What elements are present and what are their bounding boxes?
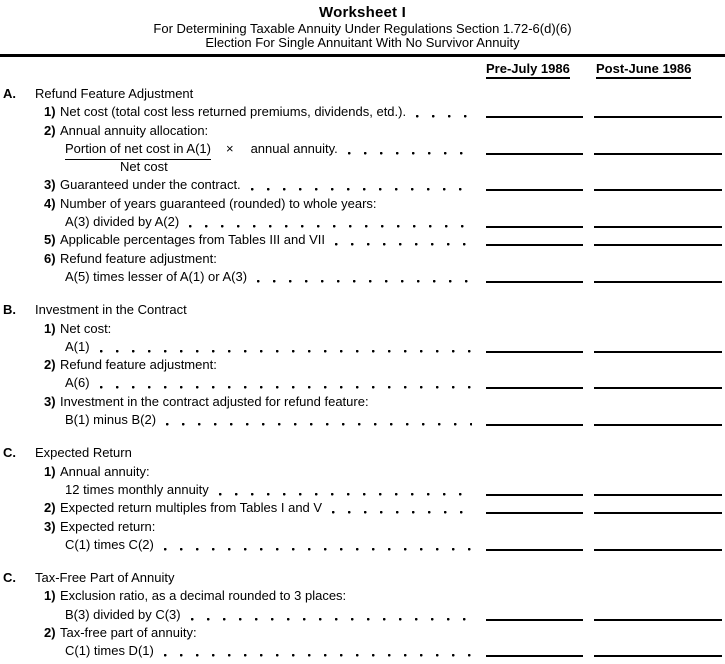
- worksheet-row-b3-formula: [0, 411, 722, 429]
- item-label: Net cost (total cost less returned premiums, dividends, etd.).: [60, 104, 407, 120]
- section-title: Refund Feature Adjustment: [35, 86, 194, 101]
- worksheet-row-d1-formula: [0, 606, 722, 624]
- entry-line-pre-july: [486, 374, 583, 389]
- worksheet-row-a3: [0, 176, 722, 194]
- entry-line-pre-july: [486, 481, 583, 496]
- column-header-pre-july-1986: Pre-July 1986: [486, 61, 570, 79]
- worksheet-row-a2-denominator: [0, 158, 722, 176]
- page-title: Worksheet I: [319, 4, 406, 21]
- entry-line-post-june: [594, 499, 722, 514]
- item-label: Investment in the contract adjusted for refund feature:: [60, 393, 369, 409]
- divider-rule: [0, 54, 725, 57]
- item-label: Applicable percentages from Tables III and VII: [60, 232, 325, 248]
- item-number: 4): [44, 195, 56, 211]
- entry-line-pre-july: [486, 411, 583, 426]
- entry-line-post-june: [594, 481, 722, 496]
- worksheet-row-a5: [0, 231, 722, 249]
- dot-leader: [96, 374, 472, 390]
- worksheet-row-c2: [0, 499, 722, 517]
- entry-line-post-june: [594, 606, 722, 621]
- section-d: [0, 569, 722, 660]
- entry-line-post-june: [594, 231, 722, 246]
- entry-line-pre-july: [486, 642, 583, 657]
- section-header-row: [0, 569, 722, 587]
- item-number: 3): [44, 177, 56, 193]
- section-letter: C.: [3, 570, 16, 586]
- item-formula: A(3) divided by A(2): [65, 214, 180, 230]
- page-subtitle-regulation: For Determining Taxable Annuity Under Regulations Section 1.72-6(d)(6): [153, 21, 572, 36]
- worksheet-row-a1: [0, 103, 722, 121]
- item-label: Annual annuity allocation:: [60, 122, 209, 138]
- item-number: 5): [44, 232, 56, 248]
- dot-leader: [160, 642, 472, 658]
- page-subtitle-election: Election For Single Annuitant With No Survivor Annuity: [205, 34, 520, 50]
- dot-leader: [160, 536, 472, 552]
- worksheet-row-c3-formula: [0, 536, 722, 554]
- entry-line-pre-july: [486, 231, 583, 246]
- entry-line-pre-july: [486, 536, 583, 551]
- dot-leader: [328, 499, 472, 515]
- section-letter: C.: [3, 445, 16, 461]
- section-b: [0, 301, 722, 429]
- item-formula: C(1) times C(2): [65, 536, 154, 552]
- item-label: Refund feature adjustment:: [60, 357, 217, 373]
- worksheet-row-b1: [0, 320, 722, 338]
- item-number: 2): [44, 357, 56, 373]
- section-header-row: [0, 301, 722, 319]
- entry-line-pre-july: [486, 268, 583, 283]
- entry-line-post-june: [594, 374, 722, 389]
- worksheet-row-a4-formula: [0, 213, 722, 231]
- worksheet-row-b3: [0, 393, 722, 411]
- entry-line-post-june: [594, 268, 722, 283]
- dot-leader: [96, 338, 472, 354]
- dot-leader: [215, 481, 472, 497]
- worksheet-row-a2-fraction: [0, 140, 722, 158]
- worksheet-row-a6-formula: [0, 268, 722, 286]
- section-letter: A.: [3, 86, 16, 101]
- entry-line-post-june: [594, 140, 722, 155]
- item-label: Tax-free part of annuity:: [60, 625, 197, 641]
- item-label: Exclusion ratio, as a decimal rounded to 3 places:: [60, 588, 347, 604]
- item-number: 1): [44, 320, 56, 336]
- section-title: Tax-Free Part of Annuity: [35, 570, 175, 586]
- dot-leader: [185, 213, 472, 229]
- item-label: Refund feature adjustment:: [60, 250, 217, 266]
- item-number: 1): [44, 463, 56, 479]
- fraction-numerator: Portion of net cost in A(1): [65, 140, 211, 160]
- item-formula: B(1) minus B(2): [65, 412, 157, 428]
- item-formula: A(1): [65, 338, 90, 354]
- dot-leader: [344, 140, 472, 156]
- worksheet-row-a4: [0, 195, 722, 213]
- worksheet-row-d2: [0, 624, 722, 642]
- section-a: [0, 85, 722, 286]
- entry-line-pre-july: [486, 338, 583, 353]
- dot-leader: [247, 176, 472, 192]
- entry-line-pre-july: [486, 213, 583, 228]
- item-number: 3): [44, 518, 56, 534]
- multiply-sign: ×: [225, 140, 234, 156]
- worksheet-row-c3: [0, 518, 722, 536]
- item-formula: B(3) divided by C(3): [65, 606, 181, 622]
- worksheet-row-b2-formula: [0, 374, 722, 392]
- item-formula: C(1) times D(1): [65, 643, 154, 659]
- dot-leader: [162, 411, 472, 427]
- fraction-denominator: Net cost: [120, 159, 168, 175]
- column-header-post-june-1986: Post-June 1986: [596, 61, 691, 79]
- worksheet-row-b2: [0, 356, 722, 374]
- fraction-multiplier: annual annuity.: [250, 140, 338, 156]
- worksheet-row-a2: [0, 122, 722, 140]
- item-formula: A(5) times lesser of A(1) or A(3): [65, 268, 248, 284]
- section-title: Expected Return: [35, 445, 132, 461]
- item-number: 1): [44, 104, 56, 120]
- section-header-row: [0, 85, 722, 103]
- entry-line-post-june: [594, 103, 722, 118]
- worksheet-body: [0, 85, 722, 661]
- item-number: 2): [44, 500, 56, 516]
- entry-line-pre-july: [486, 606, 583, 621]
- worksheet-row-d2-formula: [0, 642, 722, 660]
- item-label: Guaranteed under the contract.: [60, 177, 241, 193]
- entry-line-pre-july: [486, 176, 583, 191]
- item-label: Expected return multiples from Tables I and V: [60, 500, 323, 516]
- worksheet-row-a6: [0, 250, 722, 268]
- entry-line-pre-july: [486, 103, 583, 118]
- section-c: [0, 444, 722, 554]
- item-number: 6): [44, 250, 56, 266]
- section-title: Investment in the Contract: [35, 302, 187, 318]
- section-header-row: [0, 444, 722, 462]
- item-label: Annual annuity:: [60, 463, 150, 479]
- item-number: 2): [44, 122, 56, 138]
- worksheet-row-c1: [0, 463, 722, 481]
- entry-line-post-june: [594, 642, 722, 657]
- item-label: Number of years guaranteed (rounded) to whole years:: [60, 195, 377, 211]
- document-header: [0, 0, 725, 49]
- entry-line-post-june: [594, 176, 722, 191]
- dot-leader: [331, 231, 472, 247]
- item-label: Net cost:: [60, 320, 112, 336]
- worksheet-row-c1-formula: [0, 481, 722, 499]
- item-formula: 12 times monthly annuity: [65, 481, 209, 497]
- item-number: 2): [44, 625, 56, 641]
- worksheet-row-d1: [0, 587, 722, 605]
- dot-leader: [253, 268, 472, 284]
- dot-leader: [412, 103, 472, 119]
- item-number: 1): [44, 588, 56, 604]
- entry-line-post-june: [594, 213, 722, 228]
- item-number: 3): [44, 393, 56, 409]
- item-formula: A(6): [65, 375, 90, 391]
- worksheet-row-b1-formula: [0, 338, 722, 356]
- item-label: Expected return:: [60, 518, 156, 534]
- entry-line-post-june: [594, 411, 722, 426]
- entry-line-post-june: [594, 536, 722, 551]
- entry-line-pre-july: [486, 499, 583, 514]
- entry-line-pre-july: [486, 140, 583, 155]
- section-letter: B.: [3, 302, 16, 318]
- dot-leader: [187, 606, 472, 622]
- entry-line-post-june: [594, 338, 722, 353]
